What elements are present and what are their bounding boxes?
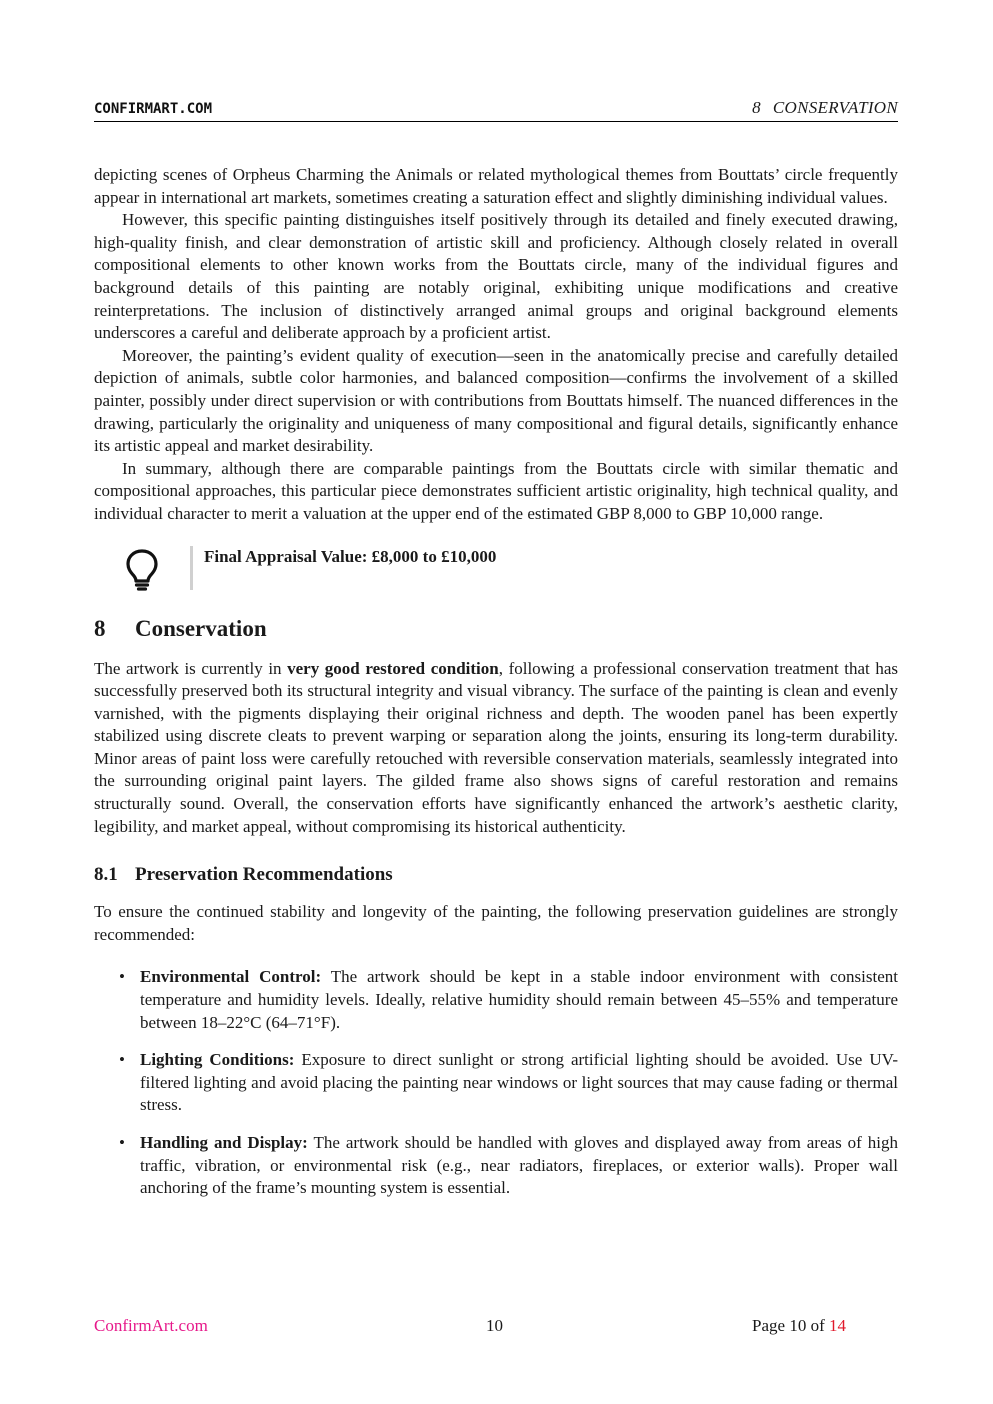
document-body — [94, 164, 898, 1215]
bullet: • — [119, 1133, 125, 1152]
running-head — [752, 98, 898, 118]
item-label: Handling and Display: — [140, 1133, 308, 1152]
callout-bar — [190, 546, 193, 590]
pager-total-link[interactable]: 14 — [829, 1316, 846, 1335]
paragraph: Moreover, the painting’s evident quality of execution—seen in the anatomically precise and carefully detailed depiction of animals, subtle color harmonies, and balanced composition—confirms the involvement of a skilled painter, possibly under direct supervision or with contributions from Bouttats himself. The nuanced differences in the drawing, particularly the originality and uniqueness of many compositional and figural details, significantly enhance its artistic appeal and market desirability. — [94, 345, 898, 456]
bullet: • — [119, 967, 125, 987]
running-head-number: 8 — [752, 98, 761, 117]
item-label: Lighting Conditions: — [140, 1050, 295, 1070]
subsection-title: Preservation Recommendations — [135, 864, 393, 886]
list-item — [94, 1049, 898, 1117]
item-text: The artwork should be kept in a stable indoor environment with consistent temperature and humidity levels. Ideally, relative humidity should remain between 45–55% and temperature between 18–22°C (64–71°F). — [140, 967, 898, 1032]
recommendations-list — [94, 966, 898, 1199]
subsection-number: 8.1 — [94, 864, 118, 886]
conservation-paragraph — [94, 658, 898, 839]
list-item — [94, 966, 898, 1034]
bullet: • — [119, 1050, 125, 1070]
footer-site-link[interactable]: ConfirmArt.com — [94, 1316, 208, 1335]
condition-emphasis: very good restored condition — [287, 658, 499, 678]
paragraph: However, this specific painting distinguishes itself positively through its detailed and finely executed drawing, high-quality finish, and clear demonstration of artistic skill and proficiency. Although closely related in overall compositional elements to other known works from the Bouttats circle, many of the individual figures and background details of this painting are notably original, exhibiting unique modifications and creative reinterpretations. The inclusion of distinctively arranged animal groups and original background elements underscores a careful and deliberate approach by a proficient artist. — [94, 210, 898, 343]
appraisal-callout — [94, 546, 898, 594]
subsection-heading — [94, 862, 898, 888]
section-heading — [94, 614, 898, 644]
section-number: 8 — [94, 615, 106, 641]
paragraph: depicting scenes of Orpheus Charming the Animals or related mythological themes from Bouttats’ circle frequently appear in international art markets, sometimes creating a saturation effect and slightly diminishing individual values. — [94, 165, 898, 207]
page-footer — [94, 1316, 854, 1338]
intro-after: , following a professional conservation treatment that has successfully preserved both its structural integrity and visual vibrancy. The surface of the painting is clean and evenly varnished, with the pigments displaying their original richness and depth. The wooden panel has been expertly stabilized using discrete cleats to prevent warping or separation along the joints, ensuring its long-term durability. Minor areas of paint loss were carefully retouched with reversible conservation materials, seamlessly integrated into the surrounding original paint layers. The gilded frame also shows signs of careful restoration and remains structurally sound. Overall, the conservation efforts have significantly enhanced the artwork’s aesthetic clarity, legibility, and market appeal, without compromising its historical authenticity. — [94, 658, 898, 836]
running-head-title: CONSERVATION — [772, 98, 898, 117]
footer-pager — [752, 1316, 846, 1336]
footer-page-number: 10 — [486, 1316, 503, 1335]
pager-prefix: Page 10 of — [752, 1316, 829, 1335]
lightbulb-icon — [124, 548, 160, 592]
item-label: Environmental Control: — [140, 967, 322, 987]
item-text: Exposure to direct sunlight or strong artificial lighting should be avoided. Use UV-filtered lighting and avoid placing the painting near windows or light sources that may cause fading or thermal stress. — [140, 1050, 898, 1115]
list-item — [94, 1132, 898, 1200]
item-text: The artwork should be handled with gloves and displayed away from areas of high traffic, vibration, or environmental risk (e.g., near radiators, fireplaces, or exterior walls). Proper wall anchoring of the frame’s mounting system is essential. — [140, 1133, 898, 1198]
page-header — [94, 98, 898, 122]
intro-before: The artwork is currently in — [94, 658, 288, 678]
section-title: Conservation — [135, 615, 267, 641]
final-appraisal-value: Final Appraisal Value: £8,000 to £10,000 — [204, 546, 497, 566]
recommendations-intro: To ensure the continued stability and longevity of the painting, the following preservation guidelines are strongly recommended: — [94, 902, 898, 944]
paragraph: In summary, although there are comparable paintings from the Bouttats circle with similar thematic and compositional approaches, this particular piece demonstrates sufficient artistic originality, high technical quality, and individual character to merit a valuation at the upper end of the estimated GBP 8,000 to GBP 10,000 range. — [94, 458, 898, 523]
confirmart-logo: CONFIRMART.COM — [94, 101, 213, 117]
